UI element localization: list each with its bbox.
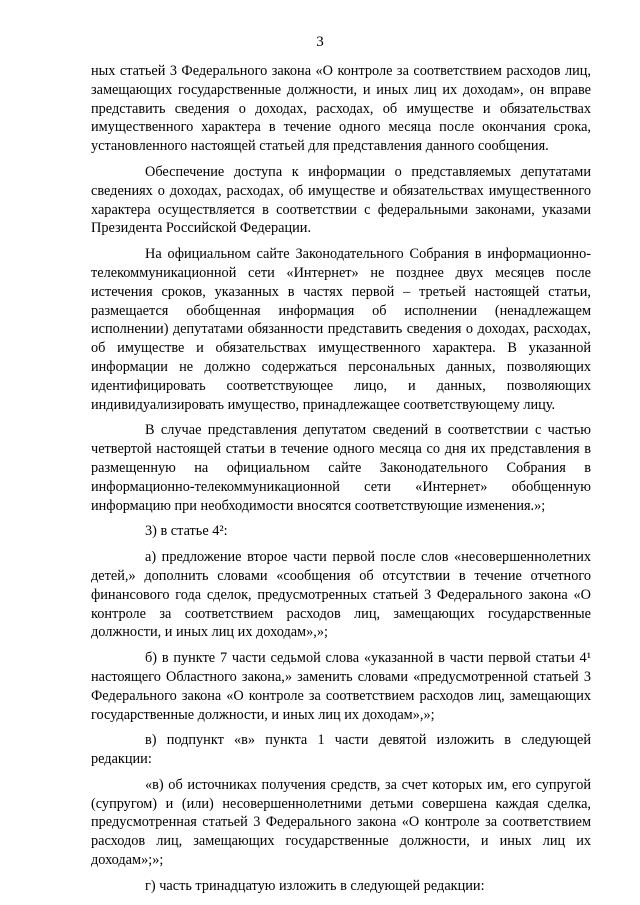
item-a: а) предложение второе части первой после слов «несовершеннолетних детей,» дополнить словами «сообщения об отсутствии в течение отчетного финансового года сделок, предусмотренных статьей 3 Федерального закона «О контроле за соответствием расходов лиц, замещающих государственные должности, и иных лиц их доходам»,»; bbox=[91, 549, 591, 641]
item-b: б) в пункте 7 части седьмой слова «указанной в части первой статьи 4¹ настоящего Областного закона,» заменить словами «предусмотренной статьей 3 Федерального закона «О контроле за соответствием расходов лиц, замещающих государственные должности, и иных лиц их доходам»,»; bbox=[91, 650, 591, 723]
paragraph-official-site: На официальном сайте Законодательного Собрания в информационно-телекоммуникационной сети «Интернет» не позднее двух месяцев после истечения сроков, указанных в частях первой – третьей настоящей статьи, размещается обобщенная информация об исполнении (ненадлежащем исполнении) депутатами обязанности представить сведения о доходах, расходах, об имуществе и обязательствах имущественного характера. В указанной информации не должно содержаться персональных данных, позволяющих идентифицировать соответствующее лицо, и данных, позволяющих индивидуализировать имущество, принадлежащее соответствующему лицу. bbox=[91, 246, 591, 413]
paragraph-access-info: Обеспечение доступа к информации о представляемых депутатами сведениях о доходах, расходах, об имуществе и обязательствах имущественного характера осуществляется в соответствии с федеральными законами, указами Президента Российской Федерации. bbox=[91, 163, 591, 237]
item-g: г) часть тринадцатую изложить в следующей редакции: bbox=[145, 877, 485, 894]
document-body bbox=[91, 62, 591, 903]
item-3-heading: 3) в статье 4²: bbox=[145, 523, 228, 540]
paragraph-changes: В случае представления депутатом сведений в соответствии с частью четвертой настоящей статьи в течение одного месяца со дня их представления в размещенную на официальном сайте Законодательного Собрания в информационно-телекоммуникационной сети «Интернет» обобщенную информацию при необходимости вносятся соответствующие изменения.»; bbox=[91, 422, 591, 514]
paragraph-continuation: ных статьей 3 Федерального закона «О контроле за соответствием расходов лиц, замещающих государственные должности, и иных лиц их доходам», он вправе представить сведения о доходах, расходах, об имуществе и обязательствах имущественного характера в течение одного месяца после окончания срока, установленного настоящей статьей для представления данного сообщения. bbox=[91, 63, 591, 155]
page-number: 3 bbox=[316, 34, 324, 50]
item-v: в) подпункт «в» пункта 1 части девятой изложить в следующей редакции: bbox=[91, 732, 591, 768]
quoted-subitem-v: «в) об источниках получения средств, за счет которых им, его супругой (супругом) и (или) несовершеннолетними детьми совершена каждая сделка, предусмотренная статьей 3 Федерального закона «О контроле за соответствием расходов лиц, замещающих государственные должности, и иных лиц их доходам»;»; bbox=[91, 776, 591, 869]
